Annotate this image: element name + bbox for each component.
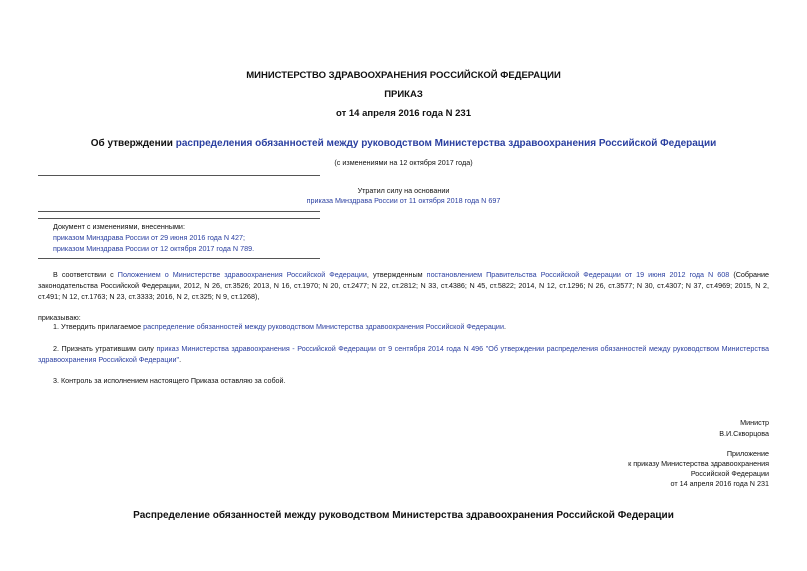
title-prefix: Об утверждении	[90, 138, 176, 149]
order-word: приказываю:	[38, 313, 81, 322]
doc-type-heading: ПРИКАЗ	[384, 89, 423, 100]
point-3: 3. Контроль за исполнением настоящего Приказа оставляю за собой.	[53, 376, 286, 385]
regulation-link[interactable]: Положением о Министерстве здравоохранения Российской Федерации	[117, 270, 367, 279]
point-text: .	[179, 355, 182, 364]
repeal-link[interactable]: приказа Минздрава России от 11 октября 2018 года N 697	[306, 196, 501, 205]
resolution-link[interactable]: постановлением Правительства Российской Федерации от 19 июня 2012 года N 608	[426, 270, 730, 279]
point-text: .	[503, 322, 506, 331]
preamble-text: (Собрание законодательства Российской Федерации, 2012, N 26, ст.3526; 2013, N 16, ст.1970; N 20, ст.2477; N 22, ст.2812; N 33, ст.4386; N 45, ст.5822; 2014, N 12, ст.1296; N 26, ст.3577; N 30, ст.4307; N 37, ст.4969; 2015, N 2, ст.491; N 12, ст.1763; N 23, ст.3333; 2016, N 2, ст.325; N 9, ст.1268),	[38, 270, 770, 301]
signature-name: В.И.Скворцова	[719, 429, 769, 438]
divider	[38, 218, 320, 219]
point-text: 1. Утвердить прилагаемое	[53, 322, 144, 331]
signature-position: Министр	[740, 418, 769, 427]
changes-item-2[interactable]: приказом Минздрава России от 12 октября 2017 года N 789.	[53, 244, 255, 253]
appendix-line-1: Приложение	[726, 449, 769, 458]
preamble-text: , утвержденным	[366, 270, 427, 279]
date-number-heading: от 14 апреля 2016 года N 231	[336, 108, 471, 119]
preamble-text: В соответствии с	[53, 270, 118, 279]
repealed-order-link[interactable]: приказ Министерства здравоохранения - Российской Федерации от 9 сентября 2014 года N 496 "Об утверждении распределения обязанностей между руководством Министерства здравоохранения Российской Федерации"	[38, 344, 769, 364]
distribution-link[interactable]: распределение обязанностей между руководством Министерства здравоохранения Российской Федерации	[143, 322, 504, 331]
changes-item-1[interactable]: приказом Минздрава России от 29 июня 2016 года N 427;	[53, 233, 246, 242]
divider	[38, 175, 320, 176]
ministry-heading: МИНИСТЕРСТВО ЗДРАВООХРАНЕНИЯ РОССИЙСКОЙ ФЕДЕРАЦИИ	[246, 70, 561, 81]
repeal-text: Утратил силу на основании	[357, 186, 450, 195]
point-2	[38, 343, 769, 365]
point-text: 2. Признать утратившим силу	[53, 344, 157, 353]
divider	[38, 258, 320, 259]
preamble-paragraph	[38, 269, 769, 302]
divider	[38, 211, 320, 212]
appendix-title: Распределение обязанностей между руководством Министерства здравоохранения Российской Федерации	[133, 510, 674, 521]
document-title	[0, 138, 807, 149]
appendix-line-4: от 14 апреля 2016 года N 231	[670, 479, 769, 488]
changes-intro: Документ с изменениями, внесенными:	[53, 222, 185, 231]
amendments-note: (с изменениями на 12 октября 2017 года)	[334, 158, 473, 167]
point-1	[53, 321, 769, 332]
appendix-line-3: Российской Федерации	[690, 469, 769, 478]
appendix-line-2: к приказу Министерства здравоохранения	[628, 459, 769, 468]
title-link[interactable]: распределения обязанностей между руководством Министерства здравоохранения Российской Федерации	[175, 138, 717, 149]
